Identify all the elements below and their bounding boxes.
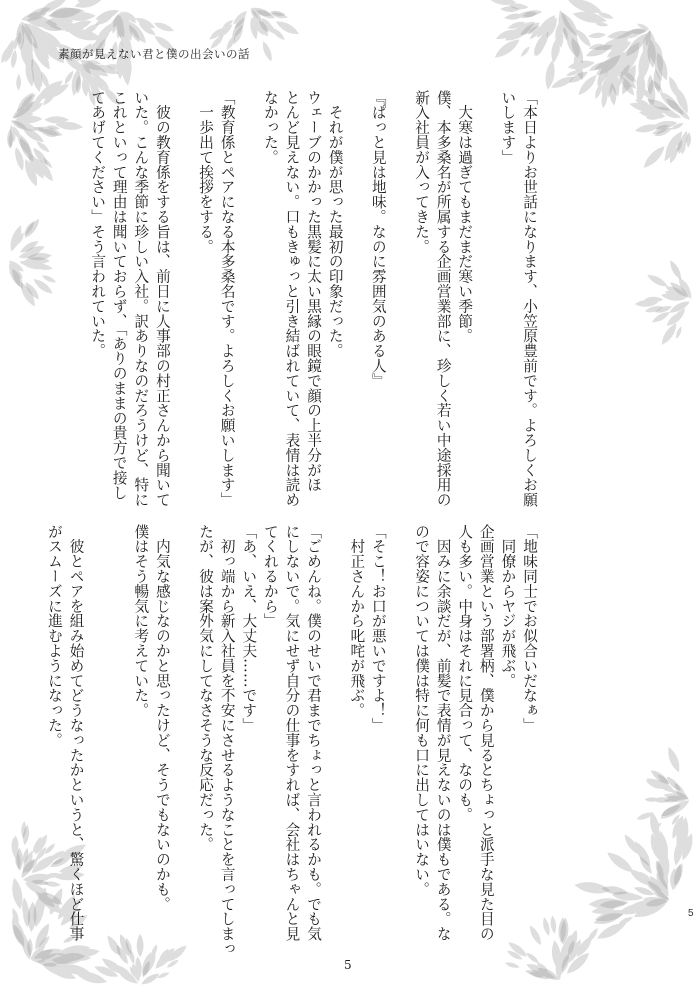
text-line: 内気な感じなのかと思ったけど、そうでもないのかも。 (153, 524, 171, 912)
text-line: これといって理由は聞いておらず、「ありのままの貴方で接し (110, 90, 128, 500)
text-line: 「地味同士でお似合いだなぁ」 (521, 524, 538, 733)
text-line: とんど見えない。口もきゅっと引き結ばれていて、表情は読め (283, 90, 301, 508)
running-title: 素顔が見えない君と僕の出会いの話 (58, 47, 250, 61)
text-line: 「そこ！お口が悪いですよ！」 (369, 524, 387, 733)
leaf-shape (585, 927, 600, 944)
text-line (391, 90, 408, 105)
leaf-shape (504, 961, 520, 970)
text-line: ウェーブのかかった黒髪に太い黒縁の眼鏡で顔の上半分がほ (305, 90, 323, 493)
text-line (478, 90, 495, 105)
leaf-shape (604, 849, 636, 876)
text-line (89, 524, 106, 539)
text-line: 彼とペアを組み始めてどうなったかというと、驚くほど仕事 (67, 524, 85, 942)
text-line: てあげてください」そう言われていた。 (89, 90, 107, 359)
leaf-shape (0, 74, 4, 110)
text-line (348, 90, 365, 105)
text-line: 「教育係とペアになる本多桑名です。よろしくお願いします」 (218, 90, 236, 508)
leaf-shape (541, 917, 551, 937)
text-line: 『ぱっと見は地味。なのに雰囲気のある人』 (369, 90, 387, 388)
leaf-shape (668, 259, 684, 281)
leaf-shape (525, 951, 540, 965)
text-line: たが、彼は案外気にしてなさそうな反応だった。 (197, 524, 215, 852)
text-line: 因みに余談だが、前髪で表情が見えないのは僕もである。な (434, 524, 452, 942)
text-line: 村正さんから叱咤が飛ぶ。 (348, 524, 366, 718)
text-line: 「本日よりお世話になります、小笠原豊前です。よろしくお願 (521, 90, 538, 508)
text-line: 「ごめんね。僕のせいで君までちょっと言われるかも。でも気 (305, 524, 323, 942)
text-line: 僕、本多桑名が所属する企画営業部に、珍しく若い中途採用の (434, 90, 452, 508)
leaf-shape (641, 143, 668, 170)
text-line: 企画営業という部署柄、僕から見るとちょっと派手な見た目の (477, 524, 495, 942)
text-line: がスムーズに進むようになった。 (45, 524, 63, 748)
text-line: 初っ端から新入社員を不安にさせるようなことを言ってしまっ (218, 524, 236, 957)
text-line: なかった。 (261, 90, 279, 165)
leaf-shape (588, 32, 606, 39)
text-line (176, 524, 193, 539)
leaf-shape (137, 934, 144, 958)
text-line (176, 90, 193, 105)
text-line: ので容姿については僕は特に何も口に出してはいない。 (413, 524, 431, 897)
text-line: にしないで。気にせず自分の仕事をすれば、会社はちゃんと見 (283, 524, 301, 942)
text-line: 彼の教育係をする旨は、前日に人事部の村正さんから聞いて (153, 90, 171, 508)
text-line: 大寒は過ぎてもまだまだ寒い季節。 (456, 90, 474, 344)
leaf-shape (665, 746, 683, 774)
text-line: てくれるから」 (261, 524, 279, 629)
text-line: 「あ、いえ、大丈夫……です」 (240, 524, 258, 733)
leaf-shape (22, 217, 42, 240)
text-line: 新入社員が入ってきた。 (413, 90, 431, 254)
text-line: 僕はそう暢気に考えていた。 (132, 524, 150, 718)
edge-page-number: 5 (688, 908, 694, 919)
text-line: 一歩出て挨拶をする。 (197, 90, 215, 254)
text-line (111, 524, 128, 539)
leaf-shape (260, 40, 274, 63)
text-line: いします」 (499, 90, 517, 165)
leaf-shape (550, 915, 558, 934)
text-line: 人も多い。中身はそれに見合って、なのも。 (456, 524, 474, 822)
leaf-shape (519, 45, 531, 58)
text-line: いた。こんな季節に珍しい入社。訳ありなのだろうけど、特に (132, 90, 150, 508)
text-line: 同僚からヤジが飛ぶ。 (499, 524, 517, 688)
text-line: それが僕が思った最初の印象だった。 (326, 90, 344, 359)
text-line (391, 524, 408, 539)
leaf-shape (16, 74, 21, 91)
text-line (327, 524, 344, 539)
text-line (240, 90, 257, 105)
body-text-bottom (43, 524, 540, 957)
leaf-shape (153, 20, 175, 34)
page-number: 5 (344, 958, 352, 972)
body-text-top (87, 90, 540, 508)
